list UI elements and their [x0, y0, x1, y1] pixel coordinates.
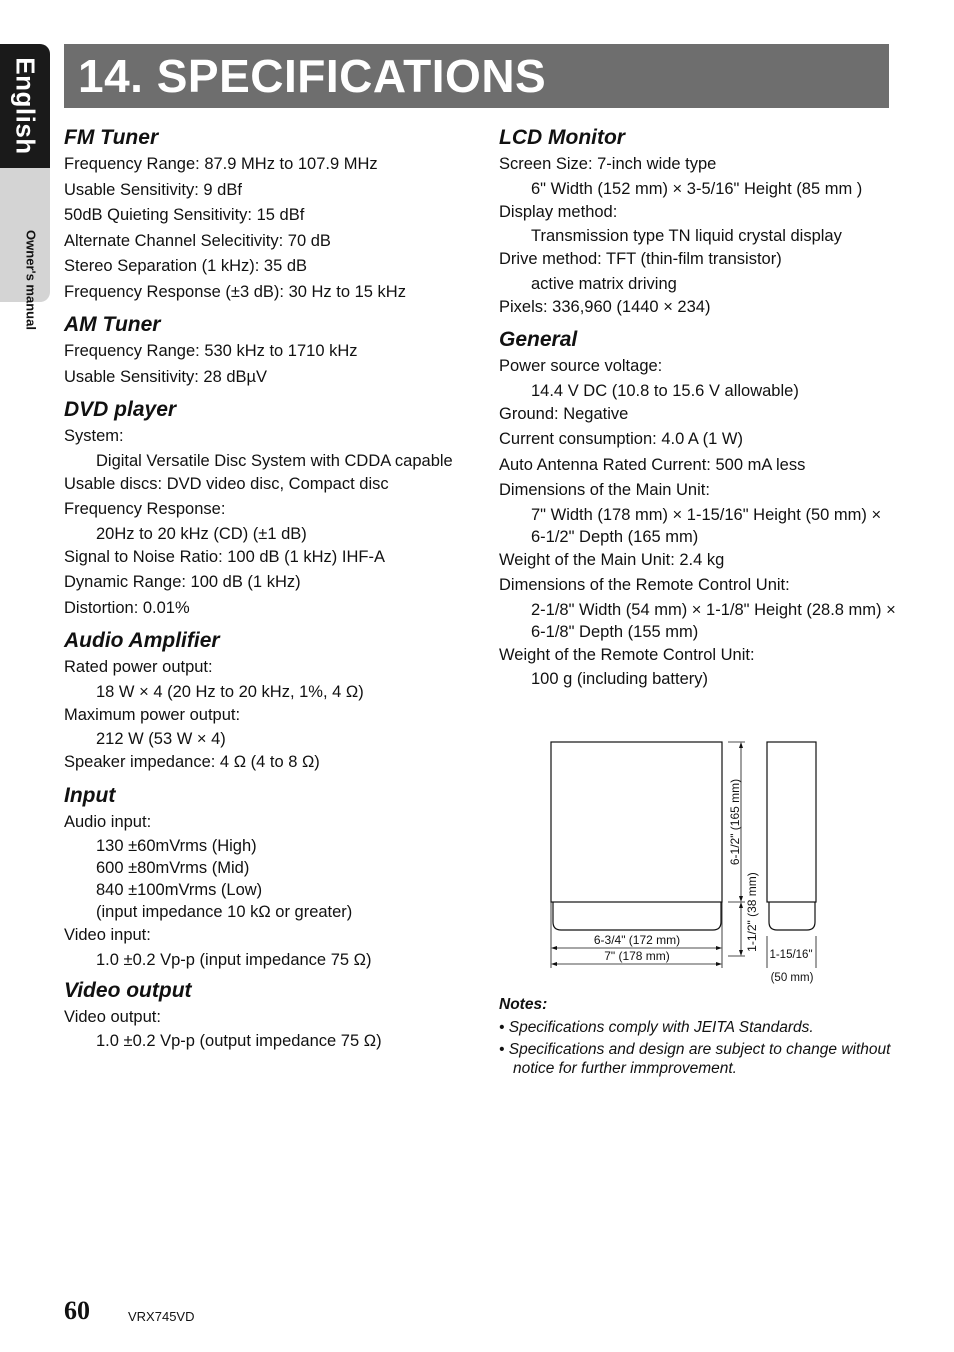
main-unit-top-view — [551, 742, 722, 902]
spec-line: Maximum power output: — [64, 705, 241, 724]
spec-line: Usable Sensitivity: 9 dBf — [64, 180, 242, 199]
spec-line: 130 ±60mVrms (High) — [96, 837, 257, 855]
spec-line: 18 W × 4 (20 Hz to 20 kHz, 1%, 4 Ω) — [96, 682, 364, 701]
spec-section — [64, 396, 474, 621]
spec-line: 20Hz to 20 kHz (CD) (±1 dB) — [96, 524, 307, 543]
spec-line: Transmission type TN liquid crystal display — [531, 227, 842, 245]
spec-line: Usable discs: DVD video disc, Compact disc — [64, 474, 389, 493]
spec-line: Dimensions of the Remote Control Unit: — [499, 576, 790, 594]
spec-line: Ground: Negative — [499, 404, 629, 423]
width-outer-label: 7" (178 mm) — [604, 949, 670, 963]
notes — [499, 996, 894, 1081]
height-mm-label: (50 mm) — [770, 972, 814, 984]
spec-line: Signal to Noise Ratio: 100 dB (1 kHz) IHF-A — [64, 547, 385, 566]
spec-line: Usable Sensitivity: 28 dBµV — [64, 367, 268, 386]
spec-line: Pixels: 336,960 (1440 × 234) — [499, 297, 711, 316]
spec-line: active matrix driving — [531, 274, 677, 293]
main-unit-face — [553, 902, 721, 930]
spec-line: 50dB Quieting Sensitivity: 15 dBf — [64, 206, 305, 224]
model-number: VRX745VD — [128, 1309, 195, 1324]
spec-line: Weight of the Remote Control Unit: — [499, 645, 755, 664]
side-tab — [0, 44, 50, 330]
manual-label: Owner's manual — [23, 230, 39, 330]
section-heading: AM Tuner — [64, 313, 161, 336]
spec-section — [499, 326, 899, 690]
spec-line: Video output: — [64, 1007, 161, 1026]
spec-line: Current consumption: 4.0 A (1 W) — [499, 430, 743, 448]
spec-line: Video input: — [64, 926, 151, 944]
left-column — [64, 124, 474, 1054]
spec-line: Speaker impedance: 4 Ω (4 to 8 Ω) — [64, 753, 320, 771]
main-unit-side-view — [767, 742, 816, 902]
title-bar — [64, 44, 889, 108]
language-label: English — [10, 57, 41, 155]
spec-section — [64, 627, 474, 776]
face-depth-label: 1-1/2" (38 mm) — [745, 872, 759, 952]
spec-line: Alternate Channel Selecitivity: 70 dB — [64, 231, 331, 250]
language-tab — [0, 44, 50, 168]
notes-title: Notes: — [499, 996, 548, 1013]
section-heading: DVD player — [64, 398, 177, 421]
spec-line: Frequency Response (±3 dB): 30 Hz to 15 kHz — [64, 282, 406, 301]
section-heading: Audio Amplifier — [64, 629, 220, 652]
spec-section — [64, 311, 474, 390]
spec-line: Auto Antenna Rated Current: 500 mA less — [499, 455, 806, 474]
spec-line: System: — [64, 427, 124, 445]
spec-line: Weight of the Main Unit: 2.4 kg — [499, 550, 725, 569]
spec-line: Frequency Range: 530 kHz to 1710 kHz — [64, 342, 358, 360]
spec-line: Power source voltage: — [499, 357, 663, 375]
section-heading: LCD Monitor — [499, 126, 625, 149]
spec-line: Frequency Response: — [64, 500, 226, 518]
section-heading: General — [499, 328, 578, 351]
dimension-diagram — [545, 736, 825, 988]
spec-line: 6" Width (152 mm) × 3-5/16" Height (85 mm ) — [531, 179, 863, 198]
spec-line: 1.0 ±0.2 Vp-p (input impedance 75 Ω) — [96, 950, 372, 969]
spec-line: 2-1/8" Width (54 mm) × 1-1/8" Height (28.8 mm) × 6-1/8" Depth (155 mm) — [531, 600, 896, 641]
spec-line: 1.0 ±0.2 Vp-p (output impedance 75 Ω) — [96, 1032, 382, 1050]
spec-line: Dimensions of the Main Unit: — [499, 481, 710, 499]
note-item: • Specifications and design are subject to change without notice for further immprovement. — [499, 1041, 891, 1077]
note-item: • Specifications comply with JEITA Standards. — [499, 1019, 814, 1036]
spec-section — [499, 124, 899, 320]
right-column — [499, 124, 899, 692]
spec-section — [64, 124, 474, 305]
section-heading: Video output — [64, 978, 192, 1002]
section-heading: Input — [64, 783, 116, 807]
spec-line: Drive method: TFT (thin-film transistor) — [499, 250, 782, 268]
spec-line: Distortion: 0.01% — [64, 598, 190, 617]
spec-line: Dynamic Range: 100 dB (1 kHz) — [64, 573, 301, 591]
spec-line: 212 W (53 W × 4) — [96, 730, 226, 748]
spec-section — [64, 977, 474, 1053]
height-label: 1-15/16" — [769, 949, 813, 961]
spec-line: Digital Versatile Disc System with CDDA capable — [96, 451, 453, 470]
section-heading: FM Tuner — [64, 126, 159, 149]
spec-line: Screen Size: 7-inch wide type — [499, 155, 717, 173]
spec-line: Audio input: — [64, 812, 152, 831]
spec-line: 600 ±80mVrms (Mid) — [96, 859, 250, 877]
spec-line: 14.4 V DC (10.8 to 15.6 V allowable) — [531, 381, 799, 400]
spec-line: Stereo Separation (1 kHz): 35 dB — [64, 257, 308, 275]
spec-line: Rated power output: — [64, 658, 213, 676]
spec-line: Display method: — [499, 202, 618, 221]
page-number: 60 — [64, 1296, 90, 1325]
depth-label: 6-1/2" (165 mm) — [728, 778, 742, 866]
spec-section — [64, 782, 474, 971]
spec-line: Frequency Range: 87.9 MHz to 107.9 MHz — [64, 155, 378, 173]
spec-line: (input impedance 10 kΩ or greater) — [96, 903, 353, 921]
page-title: 14. SPECIFICATIONS — [78, 50, 547, 102]
spec-line: 7" Width (178 mm) × 1-15/16" Height (50 mm) × 6-1/2" Depth (165 mm) — [531, 505, 882, 546]
spec-line: 100 g (including battery) — [531, 670, 709, 688]
spec-line: 840 ±100mVrms (Low) — [96, 881, 263, 899]
width-inner-label: 6-3/4" (172 mm) — [593, 933, 681, 947]
side-face — [769, 902, 815, 930]
